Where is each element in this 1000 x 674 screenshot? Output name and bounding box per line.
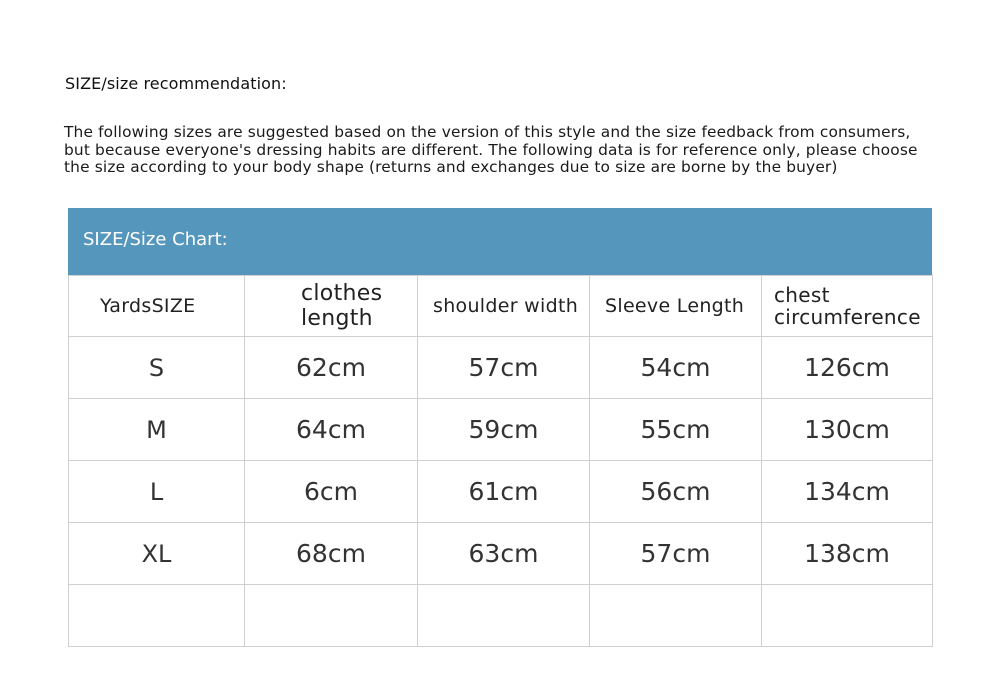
sleeve-length-cell: 57cm: [590, 523, 762, 585]
empty-cell: [762, 585, 933, 647]
empty-cell: [69, 585, 245, 647]
header-size: YardsSIZE: [69, 276, 245, 337]
sleeve-length-cell: 54cm: [590, 337, 762, 399]
intro-line: but because everyone's dressing habits are different. The following data is for reference only, please choose: [64, 140, 918, 159]
intro-line: the size according to your body shape (returns and exchanges due to size are borne by the buyer): [64, 158, 838, 176]
clothes-length-cell: 64cm: [245, 399, 418, 461]
clothes-length-cell: 62cm: [245, 337, 418, 399]
size-cell: M: [69, 399, 245, 461]
page-heading: SIZE/size recommendation:: [65, 74, 287, 93]
header-chest-circumference: chest circumference: [762, 276, 933, 337]
table-row: [69, 461, 933, 523]
clothes-length-cell: 6cm: [245, 461, 418, 523]
clothes-length-cell: 68cm: [245, 523, 418, 585]
sleeve-length-cell: 56cm: [590, 461, 762, 523]
chest-cell: 134cm: [762, 461, 933, 523]
size-cell: XL: [69, 523, 245, 585]
size-cell: S: [69, 337, 245, 399]
header-clothes-length: clothes length: [245, 276, 418, 337]
table-row: [69, 523, 933, 585]
table-row: [69, 399, 933, 461]
chest-cell: 138cm: [762, 523, 933, 585]
size-advice-text: [64, 124, 944, 177]
table-row: [69, 337, 933, 399]
empty-table-row: [69, 585, 933, 647]
sleeve-length-cell: 55cm: [590, 399, 762, 461]
shoulder-width-cell: 61cm: [418, 461, 590, 523]
size-cell: L: [69, 461, 245, 523]
table-header-row: [69, 276, 933, 337]
size-chart-table: [68, 275, 933, 647]
header-sleeve-length: Sleeve Length: [590, 276, 762, 337]
chest-cell: 126cm: [762, 337, 933, 399]
shoulder-width-cell: 63cm: [418, 523, 590, 585]
shoulder-width-cell: 57cm: [418, 337, 590, 399]
chest-cell: 130cm: [762, 399, 933, 461]
empty-cell: [245, 585, 418, 647]
empty-cell: [590, 585, 762, 647]
header-shoulder-width: shoulder width: [418, 276, 590, 337]
size-chart-banner: SIZE/Size Chart:: [68, 208, 932, 275]
intro-line: The following sizes are suggested based on the version of this style and the size feedback from consumers,: [64, 123, 911, 141]
empty-cell: [418, 585, 590, 647]
shoulder-width-cell: 59cm: [418, 399, 590, 461]
